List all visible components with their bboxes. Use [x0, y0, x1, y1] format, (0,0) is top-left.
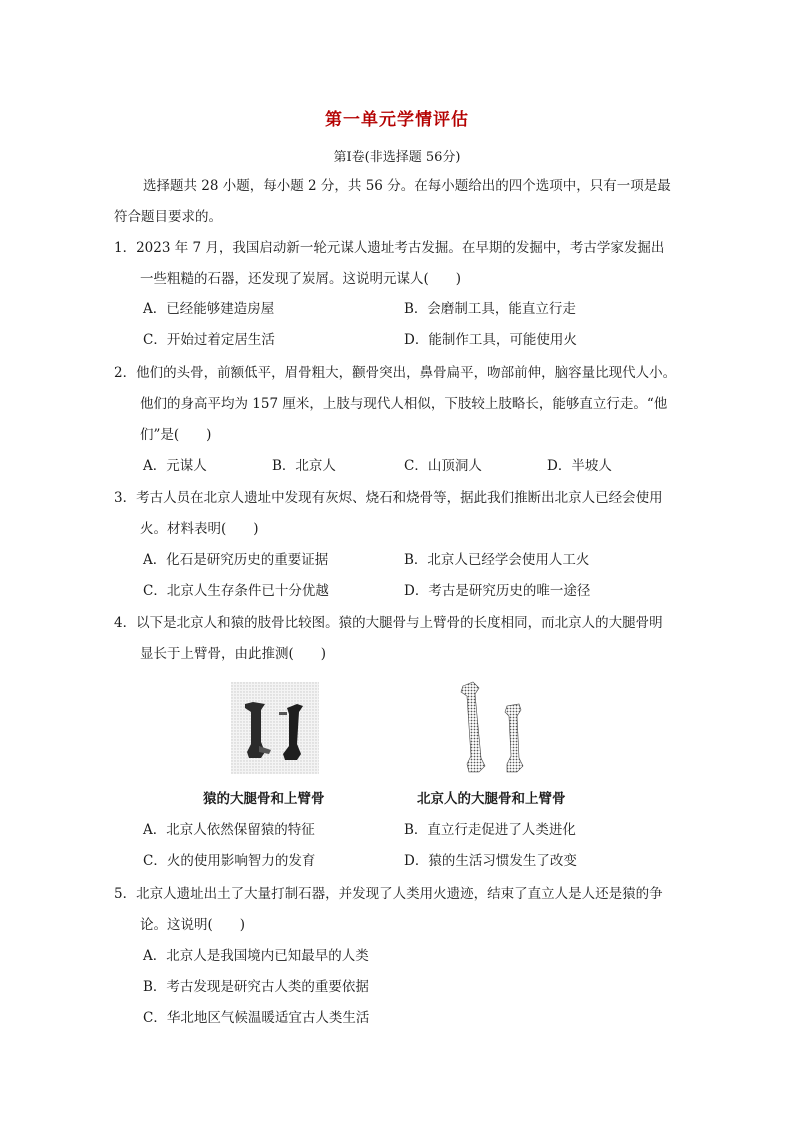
q3-option-c: C．北京人生存条件已十分优越 — [143, 583, 329, 599]
q4-option-c: C．火的使用影响智力的发育 — [143, 853, 316, 869]
q3-option-a: A．化石是研究历史的重要证据 — [143, 552, 329, 568]
q1-stem-line-2: 一些粗糙的石器，还发现了炭屑。这说明元谋人( ) — [140, 271, 462, 287]
q2-option-c: C．山顶洞人 — [404, 458, 482, 474]
q4-stem-line-1: 4．以下是北京人和猿的肢骨比较图。猿的大腿骨与上臂骨的长度相同，而北京人的大腿骨明 — [114, 615, 663, 631]
q3-option-d: D．考古是研究历史的唯一途径 — [404, 583, 591, 599]
q2-stem-line-1: 2．他们的头骨，前额低平，眉骨粗大，颧骨突出，鼻骨扁平，吻部前伸，脑容量比现代人小。 — [114, 365, 677, 381]
q1-option-d: D．能制作工具，可能使用火 — [404, 332, 577, 348]
q4-option-b: B．直立行走促进了人类进化 — [404, 822, 576, 838]
q4-option-d: D．猿的生活习惯发生了改变 — [404, 853, 577, 869]
peking-man-bones-figure — [455, 680, 540, 775]
q2-option-b: B．北京人 — [272, 458, 336, 474]
q5-option-c: C．华北地区气候温暖适宜古人类生活 — [143, 1010, 370, 1026]
q4-option-a: A．北京人依然保留猿的特征 — [143, 822, 315, 838]
q2-option-d: D．半坡人 — [547, 458, 612, 474]
q1-stem-line-1: 1．2023 年 7 月，我国启动新一轮元谋人遗址考古发掘。在早期的发掘中，考古学家发掘出 — [114, 240, 665, 256]
q3-stem-line-2: 火。材料表明( ) — [140, 521, 259, 537]
section-subtitle: 第Ⅰ卷(非选择题 56分) — [333, 150, 461, 165]
q1-option-c: C．开始过着定居生活 — [143, 332, 275, 348]
q2-stem-line-3: 们”是( ) — [140, 427, 212, 443]
q5-option-b: B．考古发现是研究古人类的重要依据 — [143, 979, 369, 995]
q1-option-b: B．会磨制工具，能直立行走 — [404, 301, 576, 317]
q3-option-b: B．北京人已经学会使用人工火 — [404, 552, 590, 568]
q2-option-a: A．元谋人 — [143, 458, 207, 474]
q5-option-a: A．北京人是我国境内已知最早的人类 — [143, 948, 369, 964]
intro-line-1: 选择题共 28 小题，每小题 2 分，共 56 分。在每小题给出的四个选项中，只有一项是最 — [143, 178, 671, 194]
ape-figure-caption: 猿的大腿骨和上臂骨 — [203, 791, 325, 807]
q1-option-a: A．已经能够建造房屋 — [143, 301, 275, 317]
q4-stem-line-2: 显长于上臂骨，由此推测( ) — [140, 646, 327, 662]
q5-stem-line-1: 5．北京人遗址出土了大量打制石器，并发现了人类用火遗迹，结束了直立人是人还是猿的争 — [114, 886, 663, 902]
peking-figure-caption: 北京人的大腿骨和上臂骨 — [417, 791, 566, 807]
intro-line-2: 符合题目要求的。 — [114, 209, 222, 225]
q5-stem-line-2: 论。这说明( ) — [140, 917, 246, 933]
q3-stem-line-1: 3．考古人员在北京人遗址中发现有灰烬、烧石和烧骨等，据此我们推断出北京人已经会使用 — [114, 490, 663, 506]
ape-bones-figure — [231, 682, 319, 774]
page-title: 第一单元学情评估 — [325, 110, 469, 130]
q2-stem-line-2: 他们的身高平均为 157 厘米，上肢与现代人相似，下肢较上肢略长，能够直立行走。“他 — [140, 396, 668, 412]
